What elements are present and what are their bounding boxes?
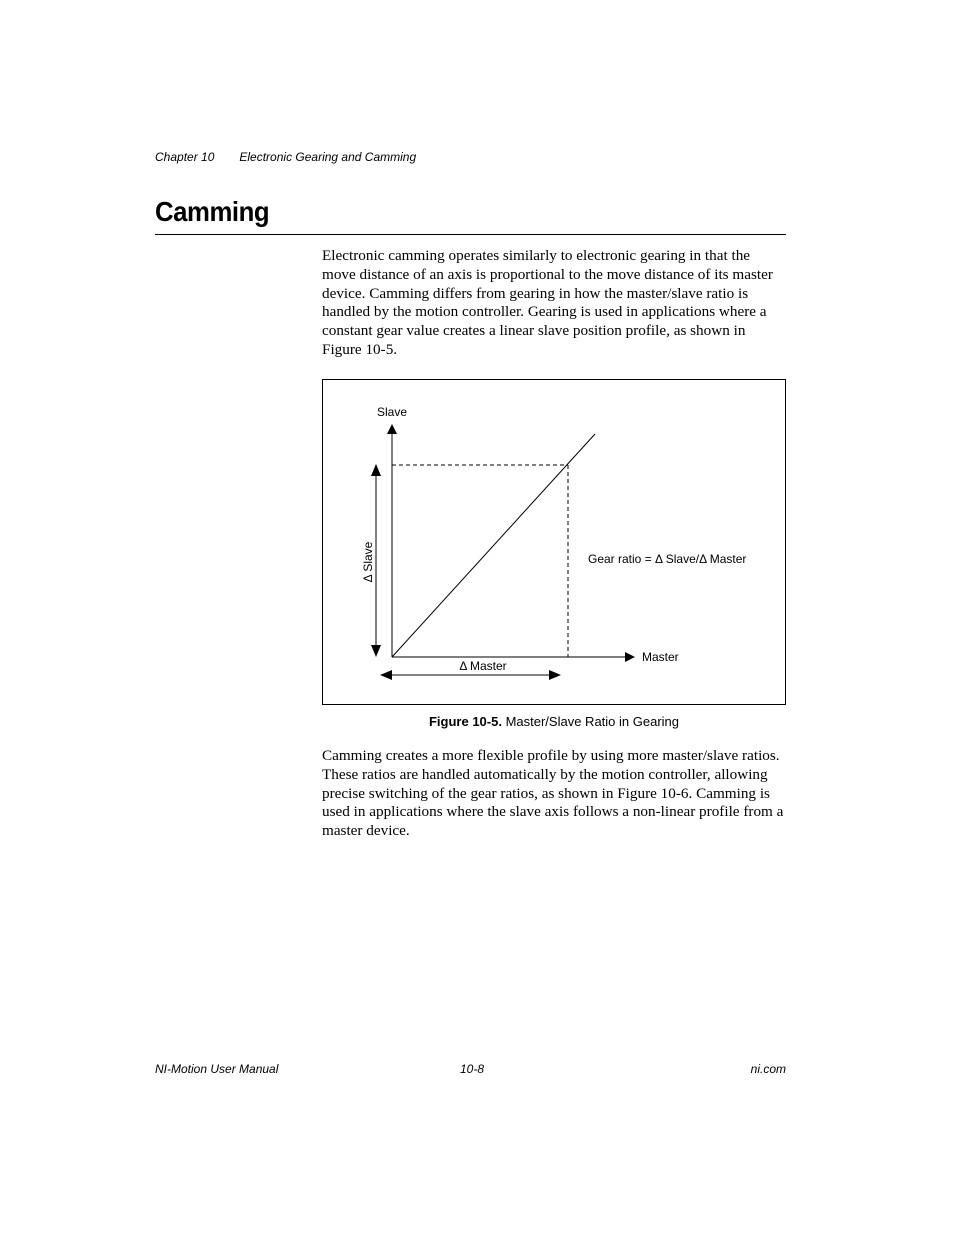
gear-profile-line (392, 434, 595, 657)
chapter-number: Chapter 10 (155, 150, 215, 164)
section-title: Camming (155, 196, 270, 227)
caption-number: Figure 10-5. (428, 714, 502, 729)
body-paragraph-1: Electronic camming operates similarly to electronic gearing in that the move distance of an axis is proportional to the move distance of its master device. Camming differs from gearing in how the master/slave ratio is handled by the motion controller. Gearing is used in applications where a constant gear value creates a linear slave position profile, as shown in Figure 10-5. (322, 247, 773, 358)
delta-slave-arrowhead-top (371, 464, 381, 476)
figure-caption (322, 714, 786, 729)
slave-axis-label: Slave (377, 405, 408, 419)
title-rule (155, 234, 786, 235)
body-paragraph-2: Camming creates a more flexible profile by using more master/slave ratios. These ratios are handled automatically by the motion controller, allowing precise switching of the gear ratios, as shown in Figure 10-6. Camming is used in applications where the slave axis follows a non-linear profile from a master device. (322, 747, 784, 840)
master-axis-arrowhead (625, 652, 635, 662)
gear-ratio-diagram (323, 380, 785, 704)
caption-text: Master/Slave Ratio in Gearing (505, 714, 679, 729)
delta-slave-label: Δ Slave (361, 541, 375, 583)
master-axis-label: Master (642, 650, 679, 664)
delta-master-arrowhead-right (549, 670, 561, 680)
footer-page-number: 10-8 (460, 1062, 485, 1076)
delta-master-label: Δ Master (459, 659, 507, 673)
delta-slave-arrowhead-bottom (371, 645, 381, 657)
page-footer (155, 1062, 786, 1078)
footer-website: ni.com (750, 1062, 786, 1076)
slave-axis-arrowhead (387, 424, 397, 434)
chapter-title: Electronic Gearing and Camming (239, 150, 417, 164)
delta-master-arrowhead-left (380, 670, 392, 680)
figure-gear-ratio (322, 379, 786, 705)
running-header (155, 150, 416, 164)
gear-ratio-label: Gear ratio = Δ Slave/Δ Master (588, 552, 747, 566)
footer-manual-title: NI-Motion User Manual (155, 1062, 279, 1076)
